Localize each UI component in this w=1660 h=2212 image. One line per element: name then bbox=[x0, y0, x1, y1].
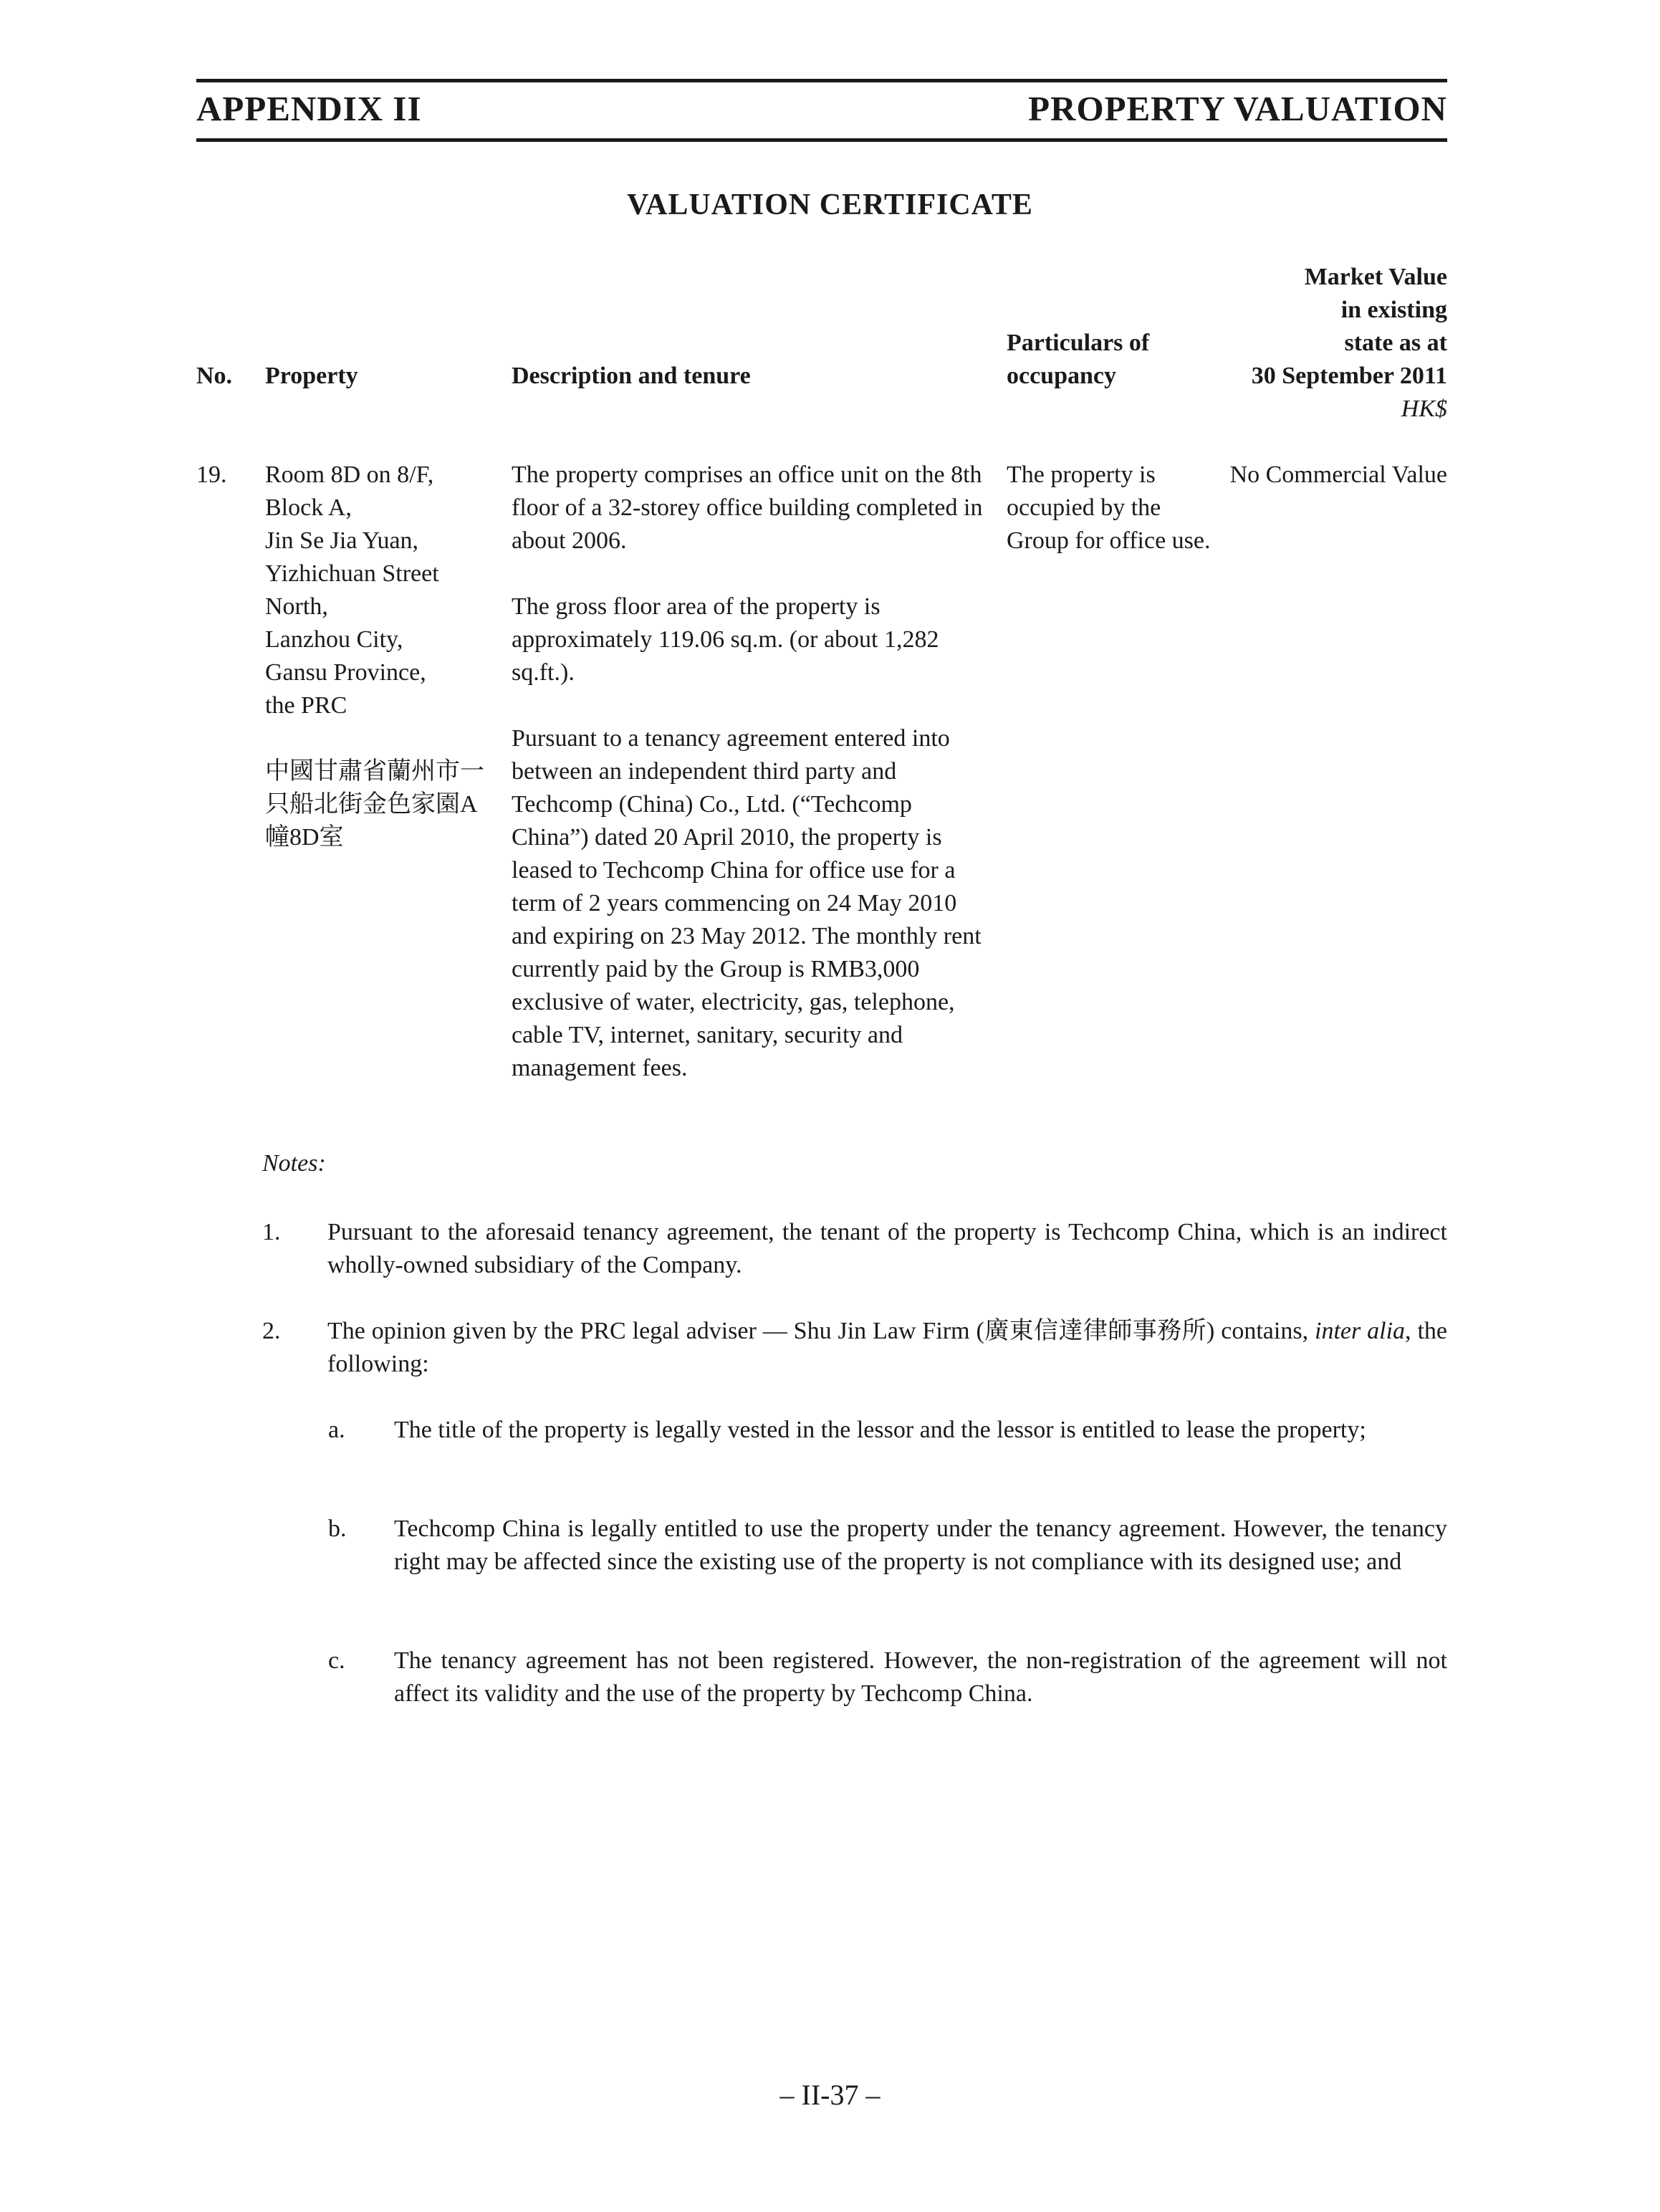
appendix-label: APPENDIX II bbox=[196, 89, 422, 128]
column-header-property: Property bbox=[265, 363, 358, 389]
column-header-market-value bbox=[1146, 261, 1447, 426]
sub-item-text: The title of the property is legally vested in the lessor and the lessor is entitled to lease the property; bbox=[394, 1417, 1366, 1443]
sub-item-letter: a. bbox=[328, 1417, 345, 1443]
market-value: No Commercial Value bbox=[1229, 461, 1447, 488]
property-address-line: Block A, bbox=[265, 494, 352, 521]
sub-item-text: Techcomp China is legally entitled to use the property under the tenancy agreement. However, the tenancy right may be affected since the existing use of the property is not compliance with its designed use; and bbox=[394, 1516, 1447, 1575]
property-address-line: Yizhichuan Street bbox=[265, 560, 439, 587]
note-item bbox=[262, 1216, 1447, 1282]
column-header-description: Description and tenure bbox=[512, 363, 751, 389]
particulars-of-occupancy: The property is occupied by the Group for office use. bbox=[1007, 461, 1211, 554]
description-paragraph: Pursuant to a tenancy agreement entered into between an independent third party and Techcomp (China) Co., Ltd. (“Techcomp China”) dated 20 April 2010, the property is leased to Techcomp China for office use for a term of 2 years commencing on 24 May 2010 and expiring on 23 May 2012. The monthly rent currently paid by the Group is RMB3,000 exclusive of water, electricity, gas, telephone, cable TV, internet, sanitary, security and management fees. bbox=[512, 725, 982, 1081]
property-address-chinese: 中國甘肅省蘭州市一只船北街金色家園A幢8D室 bbox=[265, 758, 484, 851]
property-address-line: Gansu Province, bbox=[265, 659, 426, 686]
note-sub-item bbox=[328, 1644, 1447, 1710]
note-text-italic: inter alia bbox=[1315, 1318, 1406, 1344]
sub-item-text: The tenancy agreement has not been registered. However, the non-registration of the agreement will not affect its validity and the use of the property by Techcomp China. bbox=[394, 1647, 1447, 1707]
page-number: – II-37 – bbox=[779, 2079, 881, 2111]
property-address-line: Lanzhou City, bbox=[265, 626, 403, 653]
row-number: 19. bbox=[196, 461, 227, 488]
notes-label: Notes: bbox=[262, 1150, 326, 1177]
note-sub-item bbox=[328, 1513, 1447, 1579]
property-address-line: the PRC bbox=[265, 692, 347, 719]
property-address-line: North, bbox=[265, 593, 328, 620]
header-bottom-rule bbox=[196, 138, 1447, 142]
column-header-market-value-line: state as at bbox=[1344, 330, 1447, 356]
property-address-line: Jin Se Jia Yuan, bbox=[265, 527, 419, 554]
note-text-part: , the following: bbox=[327, 1318, 1448, 1377]
header-top-rule bbox=[196, 79, 1447, 82]
property-address bbox=[265, 459, 509, 854]
description-and-tenure bbox=[512, 459, 992, 1118]
note-text-part: The opinion given by the PRC legal adviser — Shu Jin Law Firm (廣東信達律師事務所) contains, bbox=[327, 1318, 1309, 1344]
column-header-currency: HK$ bbox=[1401, 396, 1447, 422]
description-paragraph: The gross floor area of the property is approximately 119.06 sq.m. (or about 1,282 sq.ft.). bbox=[512, 593, 939, 686]
sub-item-letter: b. bbox=[328, 1516, 347, 1542]
sub-item-letter: c. bbox=[328, 1647, 345, 1674]
page-title: VALUATION CERTIFICATE bbox=[627, 188, 1033, 221]
column-header-no: No. bbox=[196, 363, 233, 389]
column-header-occupancy-line: Particulars of bbox=[1007, 330, 1150, 356]
column-header-market-value-line: in existing bbox=[1340, 297, 1447, 323]
column-header-occupancy-line: occupancy bbox=[1007, 363, 1116, 389]
note-text bbox=[327, 1315, 1447, 1381]
description-paragraph: The property comprises an office unit on the 8th floor of a 32-storey office building completed in about 2006. bbox=[512, 461, 983, 554]
column-header-market-value-line: 30 September 2011 bbox=[1251, 363, 1447, 389]
column-header-market-value-line: Market Value bbox=[1304, 264, 1447, 290]
note-text: Pursuant to the aforesaid tenancy agreement, the tenant of the property is Techcomp China, which is an indirect wholly-owned subsidiary of the Company. bbox=[327, 1219, 1447, 1278]
note-sub-item bbox=[328, 1414, 1447, 1447]
note-number: 1. bbox=[262, 1219, 281, 1245]
note-item bbox=[262, 1315, 1447, 1381]
section-title: PROPERTY VALUATION bbox=[1028, 89, 1447, 128]
property-address-line: Room 8D on 8/F, bbox=[265, 461, 434, 488]
note-number: 2. bbox=[262, 1318, 281, 1344]
